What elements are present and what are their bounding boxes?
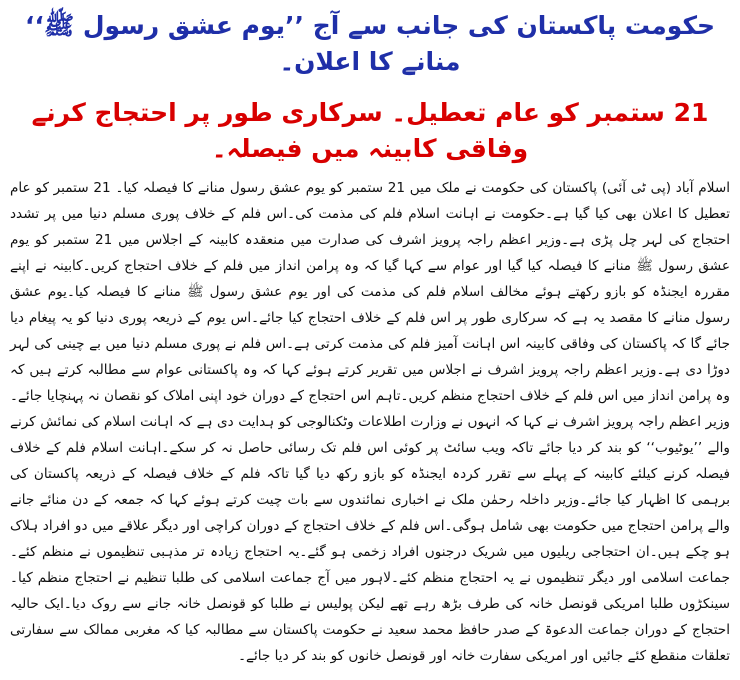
article-body: اسلام آباد (پی ٹی آئی) پاکستان کی حکومت نے ملک میں 21 ستمبر کو یوم عشق رسول منانے کا فیصلہ کیا۔ 21 ستمبر کو عام تعطیل کا اعلان بھی کیا گیا ہے۔حکومت نے اہانت اسلام فلم کی مذمت کی۔اس فلم کے خلاف پوری مسلم دنیا میں پر تشدد احتجاج کی لہر چل پڑی ہے۔وزیر اعظم راجہ پرویز اشرف کی صدارت میں منعقدہ کابینہ کے اجلاس میں 21 ستمبر کو یوم عشق رسول ﷺ منانے کا فیصلہ کیا گیا اور عوام سے کہا گیا کہ وہ پرامن انداز میں فلم کے خلاف احتجاج کریں۔کابینہ نے اپنے مقررہ ایجنڈہ کو بازو رکھتے ہوئے مخالف اسلام فلم کی مذمت کی اور یوم عشق رسول ﷺ منانے کا فیصلہ کیا۔یوم عشق رسول منانے کا مقصد یہ ہے کہ سرکاری طور پر اس فلم کے خلاف احتجاج کیا جائے۔اس یوم کے ذریعہ پوری دنیا کو یہ پیغام دیا جائے گا کہ پاکستان کی وفاقی کابینہ اس اہانت آمیز فلم کی مذمت کرتی ہے۔اس فلم نے پوری مسلم دنیا میں بے چینی کی لہر دوڑا دی ہے۔وزیر اعظم راجہ پرویز اشرف نے اجلاس میں تقریر کرتے ہوئے کہا کہ وہ پاکستانی عوام سے مطالبہ کرتے ہیں کہ وہ پرامن انداز میں اس فلم کے خلاف احتجاج منظم کریں۔تاہم اس احتجاج کے دوران خود اپنی املاک کو نقصان نہ پہنچایا جائے۔وزیر اعظم راجہ پرویز اشرف نے کہا کہ انہوں نے وزارت اطلاعات وٹکنالوجی کو ہدایت دی ہے کہ اہانت اسلام کی نمائش کرنے والے ’’یوٹیوب‘‘ کو بند کر دیا جائے تاکہ ویب سائٹ پر کوئی اس فلم تک رسائی حاصل نہ کر سکے۔اہانت اسلام فلم کے خلاف فیصلہ کرنے کیلئے کابینہ کے پہلے سے تقرر کردہ ایجنڈہ کو بازو رکھ دیا گیا تاکہ فلم کے خلاف فیصلہ کے ذریعہ پاکستان کی برہمی کا اظہار کیا جائے۔وزیر داخلہ رحمٰن ملک نے اخباری نمائندوں سے بات چیت کرتے ہوئے کہا کہ جمعہ کے دن منائے جانے والے پرامن احتجاج میں حکومت بھی شامل ہوگی۔اس فلم کے خلاف احتجاج کے دوران کراچی اور دیگر علاقے میں دو افراد ہلاک ہو چکے ہیں۔ان احتجاجی ریلیوں میں شریک درجنوں افراد زخمی ہو گئے۔یہ احتجاج زیادہ تر مذہبی تنظیموں نے منظم کئے۔جماعت اسلامی اور دیگر تنظیموں نے یہ احتجاج منظم کئے۔لاہور میں آج جماعت اسلامی کی طلبا تنظیم نے احتجاج منظم کیا۔سینکڑوں طلبا امریکی قونصل خانہ کی طرف بڑھ رہے تھے لیکن پولیس نے طلبا کو قونصل خانہ جانے سے روک دیا۔ایک حالیہ احتجاج کے دوران جماعت الدعوۃ کے صدر حافظ محمد سعید نے حکومت پاکستان سے مطالبہ کیا کہ مغربی ممالک سے سفارتی تعلقات منقطع کئے جائیں اور امریکی سفارت خانہ اور قونصل خانوں کو بند کر دیا جائے۔ <box>10 180 731 664</box>
headline-main: حکومت پاکستان کی جانب سے آج ’’یوم عشق رسول ﷺ‘‘ منانے کا اعلان۔ <box>24 11 716 77</box>
headline-sub: 21 ستمبر کو عام تعطیل۔ سرکاری طور پر احتجاج کرنے وفاقی کابینہ میں فیصلہ۔ <box>31 97 709 163</box>
